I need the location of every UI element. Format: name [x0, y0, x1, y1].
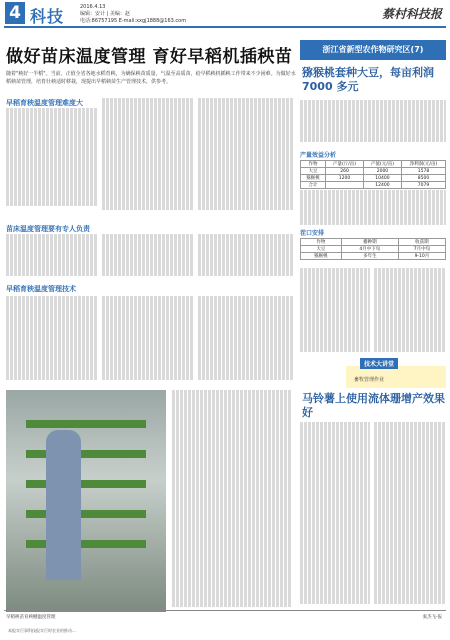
seedling-tray: [26, 540, 146, 548]
table-cell: 1200: [326, 175, 364, 182]
table-cell: 2000: [363, 168, 401, 175]
section-title: 科技: [30, 7, 65, 26]
table-cell: 猕猴桃: [301, 175, 326, 182]
right-banner: 浙江省新型农作物研究区(7): [300, 40, 446, 60]
article-title: 猕猴桃套种大豆，每亩利润 7000 多元: [302, 66, 434, 93]
seedling-tray: [26, 480, 146, 488]
table2-label: 茬口安排: [300, 230, 325, 237]
table-header: 作物: [301, 161, 326, 168]
page-number: 4: [5, 2, 25, 24]
table-header: 播种期: [341, 239, 398, 246]
body-text-block: [102, 234, 194, 276]
table-cell: 4月中下旬: [341, 246, 398, 253]
masthead: 蔡村科技报: [381, 7, 442, 21]
seedling-tray: [26, 420, 146, 428]
table-row: [301, 253, 446, 260]
body-text-block: [102, 296, 194, 384]
body-text-block: [374, 422, 446, 608]
subhead-2: 苗床温度管理要有专人负责: [6, 225, 90, 233]
table-header: 产值(元/亩): [363, 161, 401, 168]
photo-caption: 早稻秧苗育秧棚温度管理: [6, 615, 56, 620]
table1-label: 产量效益分析: [300, 152, 337, 159]
table-cell: [326, 182, 364, 189]
body-text-block: [300, 268, 370, 356]
table-cell: 7月中旬: [398, 246, 445, 253]
farmer-figure: [46, 430, 81, 580]
footer-rule: [4, 610, 446, 611]
yield-table: [300, 160, 446, 189]
article-title: 马铃薯上使用流体珊增产效果好: [302, 392, 445, 419]
body-text-block: [102, 98, 194, 210]
info-box-text: 畜牧管理作业: [354, 377, 385, 383]
table-row: [301, 246, 446, 253]
table-cell: 合计: [301, 182, 326, 189]
body-text-block: [300, 422, 370, 608]
body-text-block: [374, 268, 446, 356]
table-cell: 8500: [401, 175, 445, 182]
seedling-photo: [6, 390, 166, 612]
body-text-block: [198, 234, 294, 276]
main-headline: 做好苗床温度管理 育好早稻机插秧苗: [6, 47, 293, 67]
header-rule: [4, 26, 446, 28]
table-header: 产量(斤/亩): [326, 161, 364, 168]
table-row: [301, 175, 446, 182]
editor-line: 编辑：安计 | 美编：赵: [80, 11, 130, 17]
subhead-1: 早稻育秧温度管理难度大: [6, 99, 83, 107]
lead-paragraph: 随着"秧好一半稻"。当前，正值全省各地水稻育秧，为确保秧苗质量，气温至高质苗，给早稻秧机插秧工作带来不少困难。为做好水稻秧苗管理，培育壮秧适时移栽，现提出早稻秧苗生产管理技术，供参考。: [6, 71, 296, 85]
body-text-block: [172, 390, 292, 610]
table-cell: 10400: [363, 175, 401, 182]
page-header: [0, 0, 450, 26]
table-cell: 猕猴桃: [301, 253, 342, 260]
footer-editor: 张杰飞·报: [422, 615, 442, 620]
info-box-title: 技术大讲堂: [360, 358, 398, 369]
table-cell: 大豆: [301, 168, 326, 175]
body-text-block: [6, 234, 98, 276]
seedling-tray: [26, 450, 146, 458]
date-line: 2016.4.13: [80, 4, 106, 10]
table-cell: 7079: [401, 182, 445, 189]
body-text-block: [198, 98, 294, 210]
table-cell: 12400: [363, 182, 401, 189]
table-row: [301, 168, 446, 175]
table-header: 净利润(元/亩): [401, 161, 445, 168]
body-text-block: [6, 108, 98, 210]
table-cell: 9-10月: [398, 253, 445, 260]
table-cell: 260: [326, 168, 364, 175]
schedule-table: [300, 238, 446, 260]
phone-line: 电话:86757195 E-mail:xxgj1888@163.com: [80, 18, 187, 24]
seedling-tray: [26, 510, 146, 518]
table-header: 收获期: [398, 239, 445, 246]
subhead-3: 早稻育秧温度管理技术: [6, 285, 76, 293]
footer-note: 本报实行事科技报实行时农业的推动...: [8, 628, 76, 633]
table-header: 作物: [301, 239, 342, 246]
table-cell: 大豆: [301, 246, 342, 253]
info-box: [346, 366, 446, 388]
table-cell: 1578: [401, 168, 445, 175]
body-text-block: [6, 296, 98, 384]
table-cell: 多年生: [341, 253, 398, 260]
body-text-block: [300, 100, 446, 146]
header-meta: [80, 4, 186, 25]
body-text-block: [300, 190, 446, 226]
body-text-block: [198, 296, 294, 384]
table-row: [301, 182, 446, 189]
